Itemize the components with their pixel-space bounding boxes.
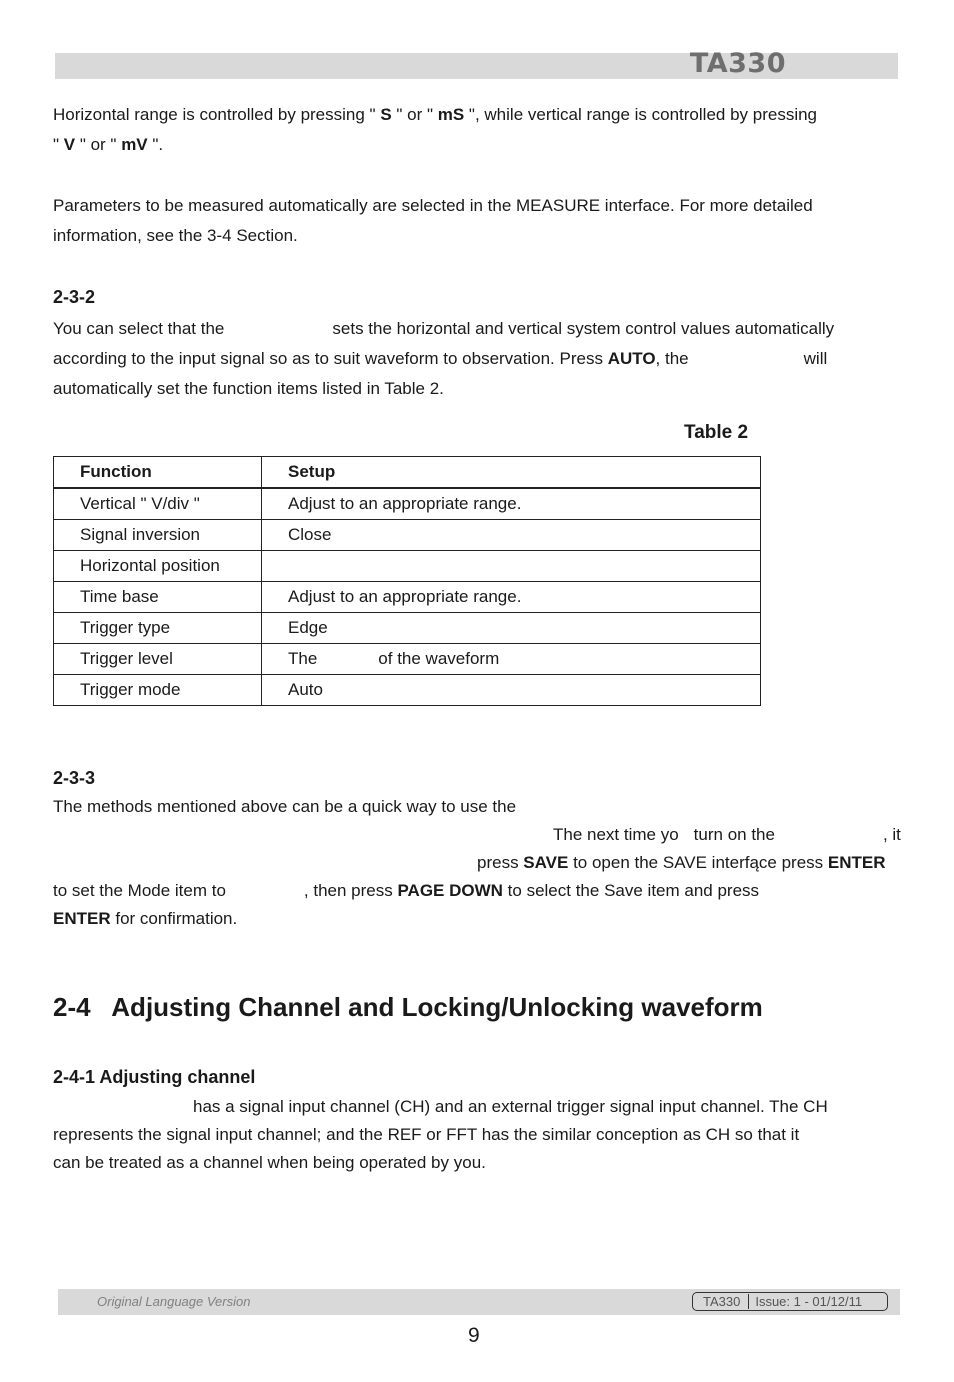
text: to set the Mode item to — [53, 881, 226, 900]
table-caption: Table 2 — [684, 422, 749, 443]
sec233-line5 — [53, 904, 237, 934]
table-row — [54, 551, 761, 582]
section-heading-2-4: 2-4 Adjusting Channel and Locking/Unlocking waveform — [53, 992, 763, 1022]
footer-issue: Issue: 1 - 01/12/11 — [755, 1294, 863, 1309]
text: Horizontal range is controlled by pressing " — [53, 105, 381, 124]
footer-model: TA330 — [693, 1294, 749, 1309]
table-cell-function: Time base — [54, 582, 262, 613]
table-row — [54, 488, 761, 520]
text: to select the Save item and press — [502, 881, 760, 900]
footer-issue-box — [692, 1292, 888, 1311]
table-row — [54, 582, 761, 613]
sec232-line3: automatically set the function items listed in Table 2. — [53, 379, 444, 398]
text: " or " — [391, 105, 438, 124]
text: ", while vertical range is controlled by pressing — [464, 105, 818, 124]
table-cell-function: Trigger type — [54, 613, 262, 644]
table-cell-function: Vertical " V/div " — [54, 488, 262, 520]
table-cell-function: Horizontal position — [54, 551, 262, 582]
text: The — [288, 649, 318, 668]
sec241-line1: has a signal input channel (CH) and an external trigger signal input channel. The CH — [193, 1097, 828, 1116]
section-heading-2-3-2: 2-3-2 — [53, 287, 96, 307]
text: , then press — [303, 881, 398, 900]
key-s: S — [380, 105, 392, 124]
table-cell-function: Trigger level — [54, 644, 262, 675]
footer-language-note: Original Language Version — [97, 1294, 251, 1309]
table-row — [54, 644, 761, 675]
para-range-line1 — [53, 100, 817, 130]
text: press — [477, 853, 524, 872]
text: sets the horizontal and vertical system control values automatically — [332, 319, 835, 338]
key-v: V — [63, 135, 76, 154]
key-ms: mS — [437, 105, 465, 124]
text: will — [803, 349, 828, 368]
table-cell-setup: Edge — [262, 613, 761, 644]
table-cell-setup: Close — [262, 520, 761, 551]
text: of the waveform — [378, 649, 500, 668]
para-measure-line2: information, see the 3-4 Section. — [53, 226, 298, 245]
text: ". — [147, 135, 164, 154]
table-cell-setup — [262, 551, 761, 582]
sec233-line1: The methods mentioned above can be a quick way to use the — [53, 797, 517, 816]
sec232-line1 — [53, 314, 834, 344]
key-auto: AUTO — [607, 349, 656, 368]
header-title: TA330 — [689, 48, 786, 79]
text: You can select that the — [53, 319, 225, 338]
table-header-setup: Setup — [262, 457, 761, 489]
text: to open the SAVE interfące press — [568, 853, 828, 872]
table-header-function: Function — [54, 457, 262, 489]
table-cell-setup — [262, 644, 761, 675]
text: " or " — [75, 135, 122, 154]
table-cell-setup: Auto — [262, 675, 761, 706]
para-measure-line1: Parameters to be measured automatically are selected in the MEASURE interface. For more detailed — [53, 196, 813, 215]
key-page-down: PAGE DOWN — [397, 881, 503, 900]
table-cell-function: Signal inversion — [54, 520, 262, 551]
text: , it — [882, 825, 901, 844]
table-row — [54, 613, 761, 644]
sec241-line2: represents the signal input channel; and the REF or FFT has the similar conception as CH so that it — [53, 1125, 800, 1144]
section-heading-2-3-3: 2-3-3 — [53, 768, 96, 788]
page-number: 9 — [468, 1324, 480, 1347]
sec241-line3: can be treated as a channel when being operated by you. — [53, 1153, 486, 1172]
sec233-line3 — [477, 848, 886, 878]
text: according to the input signal so as to suit waveform to observation. Press — [53, 349, 608, 368]
sec233-line2 — [553, 820, 901, 850]
table-cell-setup: Adjust to an appropriate range. — [262, 582, 761, 613]
sec233-line4 — [53, 876, 759, 906]
auto-setup-table — [53, 456, 761, 706]
key-enter: ENTER — [827, 853, 886, 872]
text: " — [53, 135, 64, 154]
key-save: SAVE — [523, 853, 569, 872]
table-cell-function: Trigger mode — [54, 675, 262, 706]
text: for confirmation. — [110, 909, 238, 928]
table-row — [54, 675, 761, 706]
key-mv: mV — [121, 135, 148, 154]
text: The next time yo — [553, 825, 679, 844]
table-header-row — [54, 457, 761, 489]
table-cell-setup: Adjust to an appropriate range. — [262, 488, 761, 520]
key-enter: ENTER — [53, 909, 111, 928]
para-range-line2 — [53, 130, 163, 160]
section-heading-2-4-1: 2-4-1 Adjusting channel — [53, 1067, 256, 1087]
text: turn on the — [693, 825, 775, 844]
text: , the — [655, 349, 689, 368]
sec232-line2 — [53, 344, 827, 374]
table-row — [54, 520, 761, 551]
